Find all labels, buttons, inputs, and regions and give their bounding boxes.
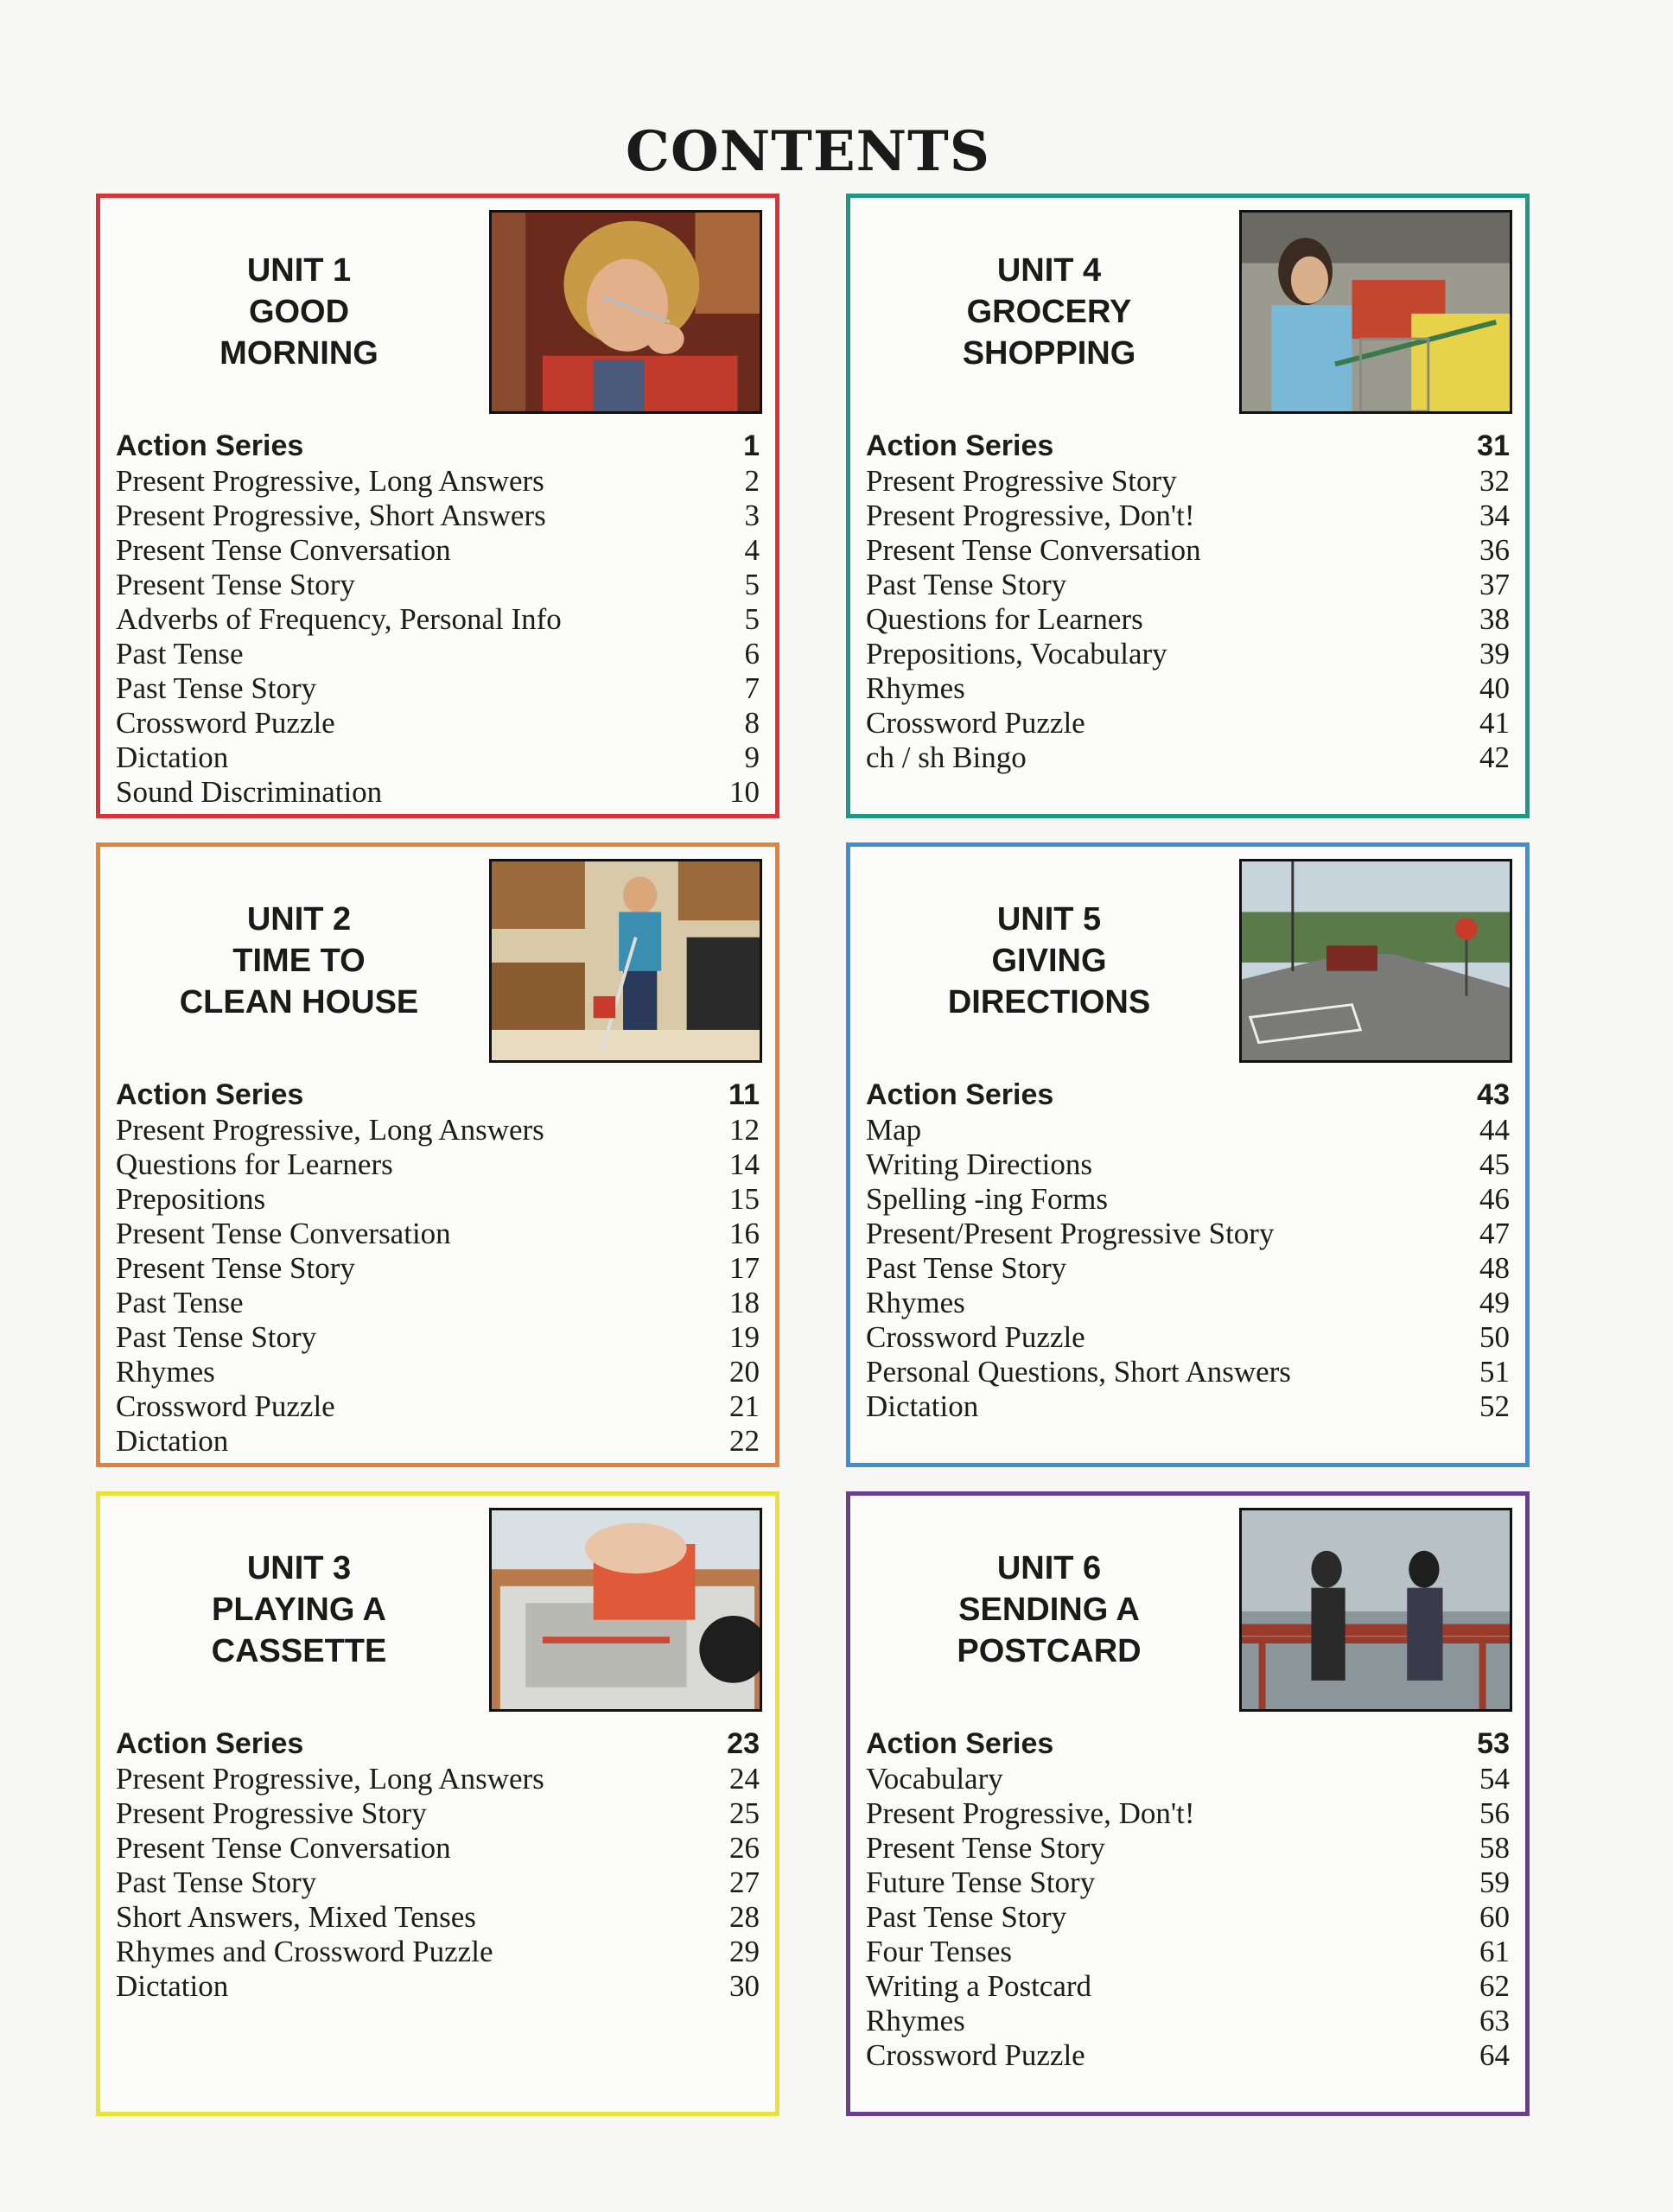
toc-entry-label: Crossword Puzzle xyxy=(866,706,1085,740)
toc-entry-label: Present Progressive, Don't! xyxy=(866,499,1195,532)
unit-title-line: GIVING xyxy=(991,943,1107,979)
toc-entry-label: Present Tense Story xyxy=(116,1251,355,1285)
toc-entry xyxy=(866,1147,1510,1182)
toc-entry-label: Past Tense xyxy=(116,637,244,671)
toc-entry xyxy=(866,2004,1510,2038)
toc-entry xyxy=(866,429,1510,464)
woman-eating-breakfast-photo xyxy=(489,210,762,414)
unit-title-line: CASSETTE xyxy=(211,1633,387,1669)
toc-entry-label: Short Answers, Mixed Tenses xyxy=(116,1900,476,1934)
toc-entry-label: Present/Present Progressive Story xyxy=(866,1217,1275,1250)
toc-entry xyxy=(866,2038,1510,2073)
toc-entry-page: 39 xyxy=(1479,637,1510,671)
unit-heading xyxy=(100,1548,498,1672)
toc-entry xyxy=(116,602,760,637)
unit-title-line: GROCERY xyxy=(966,294,1132,330)
toc-entry xyxy=(866,1389,1510,1424)
toc-entry xyxy=(116,1113,760,1147)
toc-entry-page: 10 xyxy=(729,775,760,809)
toc-entry-label: Crossword Puzzle xyxy=(116,706,335,740)
toc-entry xyxy=(866,1286,1510,1320)
toc-entry-label: Present Tense Conversation xyxy=(116,533,451,567)
toc-entry-label: Dictation xyxy=(866,1389,979,1423)
toc-entry xyxy=(116,533,760,568)
toc-entry-label: Present Progressive Story xyxy=(866,464,1177,498)
toc-entry-page: 18 xyxy=(729,1286,760,1319)
toc-entry-page: 25 xyxy=(729,1796,760,1830)
toc-entry xyxy=(866,1900,1510,1935)
toc-entry-label: Personal Questions, Short Answers xyxy=(866,1355,1291,1389)
toc-entry-page: 1 xyxy=(743,429,760,462)
toc-entry xyxy=(116,1900,760,1935)
unit-6-box xyxy=(846,1491,1530,2116)
toc-entry xyxy=(866,1866,1510,1900)
unit-4-box xyxy=(846,194,1530,818)
unit-heading xyxy=(850,250,1248,374)
toc-entry xyxy=(116,464,760,499)
toc-entry xyxy=(866,1320,1510,1355)
cassette-player-photo xyxy=(489,1508,762,1712)
unit-title-line: SHOPPING xyxy=(962,335,1136,372)
unit-title-line: DIRECTIONS xyxy=(947,984,1151,1020)
toc-entry-label: Present Tense Story xyxy=(866,1831,1105,1865)
toc-entry xyxy=(116,1935,760,1969)
unit-5-box xyxy=(846,842,1530,1467)
boy-mopping-kitchen-photo xyxy=(489,859,762,1063)
unit-number: UNIT 3 xyxy=(246,1550,352,1586)
toc-entry-label: ch / sh Bingo xyxy=(866,741,1027,774)
toc-entry-label: Prepositions, Vocabulary xyxy=(866,637,1167,671)
toc-entry-label: Crossword Puzzle xyxy=(866,2038,1085,2072)
unit-title-line: TIME TO xyxy=(232,943,366,979)
toc-entry-label: Rhymes and Crossword Puzzle xyxy=(116,1935,493,1968)
toc-entry xyxy=(866,1831,1510,1866)
toc-entry xyxy=(116,1286,760,1320)
unit-title-line: POSTCARD xyxy=(957,1633,1142,1669)
toc-entry-page: 53 xyxy=(1477,1727,1510,1760)
toc-entry xyxy=(116,568,760,602)
toc-entry-label: Dictation xyxy=(116,1969,229,2003)
toc-entry-label: Present Progressive, Long Answers xyxy=(116,464,544,498)
toc-entry-label: Present Progressive Story xyxy=(116,1796,427,1830)
unit-heading xyxy=(850,1548,1248,1672)
toc-entry-page: 22 xyxy=(729,1424,760,1458)
toc-entry-label: Present Tense Conversation xyxy=(116,1831,451,1865)
toc-entry-page: 4 xyxy=(744,533,760,567)
toc-entry-page: 17 xyxy=(729,1251,760,1285)
toc-entry-page: 7 xyxy=(744,671,760,705)
unit-number: UNIT 6 xyxy=(996,1550,1102,1586)
toc-entry-page: 46 xyxy=(1479,1182,1510,1216)
toc-entry-page: 40 xyxy=(1479,671,1510,705)
toc-entry-page: 11 xyxy=(728,1078,760,1111)
toc-entry-label: Questions for Learners xyxy=(116,1147,393,1181)
toc-entry-label: Rhymes xyxy=(866,671,965,705)
toc-entry-label: Past Tense Story xyxy=(116,1866,317,1899)
woman-grocery-cart-photo xyxy=(1239,210,1512,414)
toc-entry xyxy=(866,741,1510,775)
toc-entry xyxy=(116,741,760,775)
toc-entry-page: 15 xyxy=(729,1182,760,1216)
toc-entry xyxy=(116,1762,760,1796)
unit-title-line: MORNING xyxy=(219,335,378,372)
toc-list xyxy=(116,1078,760,1459)
toc-entry xyxy=(116,1796,760,1831)
toc-entry xyxy=(116,1389,760,1424)
toc-entry-label: Future Tense Story xyxy=(866,1866,1096,1899)
toc-entry-page: 60 xyxy=(1479,1900,1510,1934)
toc-entry xyxy=(116,775,760,810)
toc-entry-label: Crossword Puzzle xyxy=(116,1389,335,1423)
toc-entry-page: 44 xyxy=(1479,1113,1510,1147)
unit-number: UNIT 4 xyxy=(996,252,1102,289)
toc-entry xyxy=(116,1831,760,1866)
toc-entry-page: 43 xyxy=(1477,1078,1510,1111)
toc-list xyxy=(866,1727,1510,2073)
toc-entry xyxy=(116,1727,760,1762)
toc-entry-page: 8 xyxy=(744,706,760,740)
toc-entry xyxy=(866,637,1510,671)
toc-entry-label: Action Series xyxy=(866,1078,1054,1111)
street-stop-sign-photo xyxy=(1239,859,1512,1063)
toc-entry-label: Rhymes xyxy=(866,2004,965,2037)
toc-entry-page: 16 xyxy=(729,1217,760,1250)
toc-entry-label: Present Progressive, Long Answers xyxy=(116,1762,544,1796)
toc-entry xyxy=(116,1320,760,1355)
toc-entry-page: 54 xyxy=(1479,1762,1510,1796)
toc-entry-page: 32 xyxy=(1479,464,1510,498)
toc-entry-page: 24 xyxy=(729,1762,760,1796)
toc-list xyxy=(116,1727,760,2004)
toc-entry xyxy=(866,602,1510,637)
toc-entry-label: Questions for Learners xyxy=(866,602,1143,636)
toc-entry-page: 48 xyxy=(1479,1251,1510,1285)
unit-number: UNIT 1 xyxy=(246,252,352,289)
toc-entry xyxy=(866,1935,1510,1969)
toc-entry-label: Dictation xyxy=(116,1424,229,1458)
toc-entry-page: 2 xyxy=(744,464,760,498)
toc-entry-page: 3 xyxy=(744,499,760,532)
toc-entry-label: Prepositions xyxy=(116,1182,266,1216)
toc-entry-page: 64 xyxy=(1479,2038,1510,2072)
unit-3-box xyxy=(96,1491,779,2116)
toc-entry-label: Dictation xyxy=(116,741,229,774)
toc-entry-page: 63 xyxy=(1479,2004,1510,2037)
toc-entry-page: 36 xyxy=(1479,533,1510,567)
toc-entry-label: Sound Discrimination xyxy=(116,775,383,809)
toc-entry xyxy=(116,1969,760,2004)
toc-entry-label: Present Tense Story xyxy=(116,568,355,601)
toc-entry-page: 23 xyxy=(727,1727,760,1760)
toc-entry xyxy=(866,1251,1510,1286)
toc-entry xyxy=(116,1078,760,1113)
toc-entry xyxy=(116,1217,760,1251)
toc-entry-label: Past Tense Story xyxy=(116,671,317,705)
toc-entry-label: Writing a Postcard xyxy=(866,1969,1092,2003)
toc-entry-label: Past Tense Story xyxy=(866,568,1067,601)
unit-title-line: CLEAN HOUSE xyxy=(179,984,419,1020)
toc-entry xyxy=(116,429,760,464)
toc-entry xyxy=(866,1762,1510,1796)
toc-entry-page: 31 xyxy=(1477,429,1510,462)
toc-entry xyxy=(116,671,760,706)
toc-entry xyxy=(866,1217,1510,1251)
toc-entry-label: Past Tense Story xyxy=(866,1251,1067,1285)
toc-entry-label: Present Tense Conversation xyxy=(116,1217,451,1250)
toc-entry-page: 29 xyxy=(729,1935,760,1968)
unit-number: UNIT 2 xyxy=(246,901,352,938)
toc-entry-label: Present Progressive, Short Answers xyxy=(116,499,546,532)
toc-entry xyxy=(866,1078,1510,1113)
toc-entry xyxy=(866,533,1510,568)
toc-entry-page: 59 xyxy=(1479,1866,1510,1899)
toc-entry-page: 6 xyxy=(744,637,760,671)
toc-entry-label: Present Progressive, Don't! xyxy=(866,1796,1195,1830)
toc-entry-page: 12 xyxy=(729,1113,760,1147)
toc-entry-label: Present Tense Conversation xyxy=(866,533,1201,567)
toc-entry-label: Four Tenses xyxy=(866,1935,1012,1968)
toc-entry xyxy=(866,671,1510,706)
toc-list xyxy=(866,429,1510,775)
unit-title-line: SENDING A xyxy=(958,1592,1140,1628)
page-title: CONTENTS xyxy=(626,119,990,184)
toc-entry xyxy=(866,1113,1510,1147)
toc-entry xyxy=(116,706,760,741)
toc-entry xyxy=(116,637,760,671)
toc-entry-page: 27 xyxy=(729,1866,760,1899)
unit-title-line: GOOD xyxy=(248,294,350,330)
toc-entry-page: 56 xyxy=(1479,1796,1510,1830)
toc-entry xyxy=(866,1182,1510,1217)
toc-entry-page: 30 xyxy=(729,1969,760,2003)
toc-entry xyxy=(866,1969,1510,2004)
toc-entry-page: 45 xyxy=(1479,1147,1510,1181)
toc-entry-page: 9 xyxy=(744,741,760,774)
toc-entry xyxy=(866,706,1510,741)
toc-entry-label: Past Tense Story xyxy=(866,1900,1067,1934)
unit-title-line: PLAYING A xyxy=(211,1592,386,1628)
toc-entry xyxy=(116,1355,760,1389)
toc-entry xyxy=(866,464,1510,499)
toc-entry xyxy=(866,1727,1510,1762)
toc-entry-label: Rhymes xyxy=(116,1355,215,1389)
toc-entry-label: Vocabulary xyxy=(866,1762,1003,1796)
toc-entry xyxy=(866,568,1510,602)
toc-entry-label: Spelling -ing Forms xyxy=(866,1182,1109,1216)
toc-entry xyxy=(866,499,1510,533)
toc-entry-page: 41 xyxy=(1479,706,1510,740)
toc-entry xyxy=(116,1866,760,1900)
toc-entry-page: 19 xyxy=(729,1320,760,1354)
two-women-bridge-photo xyxy=(1239,1508,1512,1712)
toc-entry-page: 28 xyxy=(729,1900,760,1934)
toc-entry-page: 51 xyxy=(1479,1355,1510,1389)
toc-entry xyxy=(116,499,760,533)
toc-entry-page: 37 xyxy=(1479,568,1510,601)
toc-entry-label: Present Progressive, Long Answers xyxy=(116,1113,544,1147)
toc-entry-label: Action Series xyxy=(866,429,1054,462)
toc-entry-page: 26 xyxy=(729,1831,760,1865)
toc-entry-label: Action Series xyxy=(116,429,304,462)
toc-entry-label: Action Series xyxy=(866,1727,1054,1760)
toc-entry-label: Map xyxy=(866,1113,922,1147)
toc-entry-page: 47 xyxy=(1479,1217,1510,1250)
toc-entry xyxy=(116,1182,760,1217)
toc-entry-page: 61 xyxy=(1479,1935,1510,1968)
unit-1-box xyxy=(96,194,779,818)
toc-entry-page: 34 xyxy=(1479,499,1510,532)
unit-number: UNIT 5 xyxy=(996,901,1102,938)
toc-entry-page: 50 xyxy=(1479,1320,1510,1354)
toc-entry-page: 49 xyxy=(1479,1286,1510,1319)
unit-2-box xyxy=(96,842,779,1467)
toc-entry xyxy=(866,1355,1510,1389)
toc-entry xyxy=(866,1796,1510,1831)
toc-entry xyxy=(116,1424,760,1459)
toc-list xyxy=(866,1078,1510,1424)
toc-entry xyxy=(116,1251,760,1286)
toc-entry-label: Action Series xyxy=(116,1727,304,1760)
toc-entry-page: 42 xyxy=(1479,741,1510,774)
toc-entry-page: 14 xyxy=(729,1147,760,1181)
toc-entry-label: Action Series xyxy=(116,1078,304,1111)
toc-entry-page: 62 xyxy=(1479,1969,1510,2003)
toc-entry-page: 38 xyxy=(1479,602,1510,636)
toc-entry-page: 5 xyxy=(744,602,760,636)
unit-heading xyxy=(850,899,1248,1023)
unit-heading xyxy=(100,250,498,374)
unit-heading xyxy=(100,899,498,1023)
toc-entry-page: 58 xyxy=(1479,1831,1510,1865)
toc-entry-label: Past Tense xyxy=(116,1286,244,1319)
toc-entry-label: Past Tense Story xyxy=(116,1320,317,1354)
toc-entry-label: Writing Directions xyxy=(866,1147,1093,1181)
toc-entry-page: 20 xyxy=(729,1355,760,1389)
toc-entry-page: 52 xyxy=(1479,1389,1510,1423)
toc-entry-label: Crossword Puzzle xyxy=(866,1320,1085,1354)
toc-entry-label: Rhymes xyxy=(866,1286,965,1319)
toc-entry-page: 21 xyxy=(729,1389,760,1423)
toc-list xyxy=(116,429,760,810)
toc-entry-label: Adverbs of Frequency, Personal Info xyxy=(116,602,562,636)
toc-entry-page: 5 xyxy=(744,568,760,601)
toc-entry xyxy=(116,1147,760,1182)
